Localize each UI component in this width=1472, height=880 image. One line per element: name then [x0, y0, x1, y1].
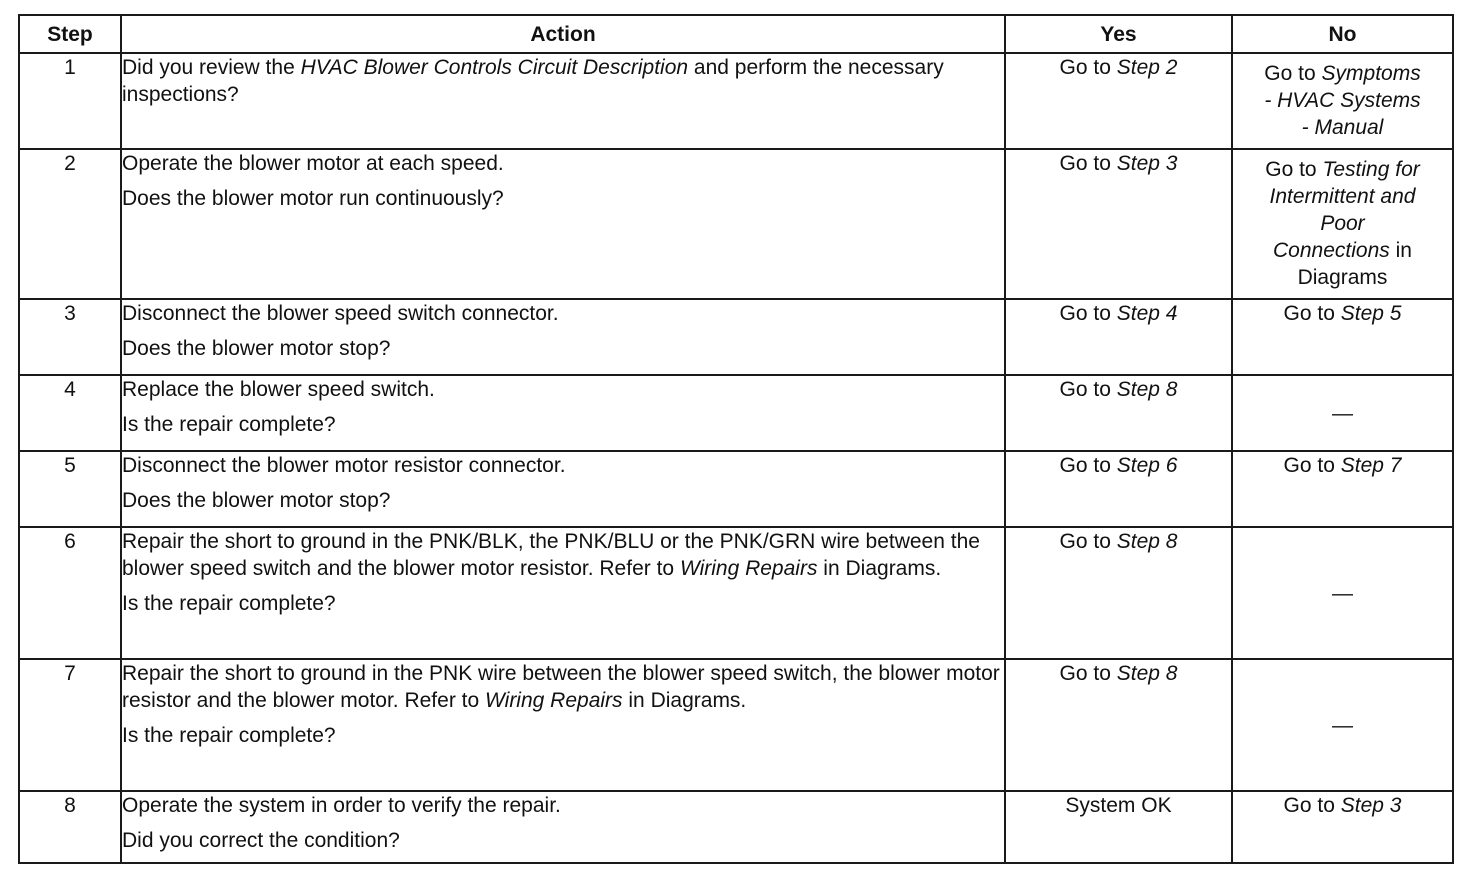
question-text: Does the blower motor stop?: [122, 337, 391, 360]
not-applicable-dash: —: [1332, 581, 1353, 605]
no-cell: Go to Testing for Intermittent and Poor Connections in Diagrams: [1232, 149, 1453, 299]
yes-cell: Go to Step 6: [1005, 451, 1232, 527]
no-cell: [1232, 527, 1453, 659]
step-link: Step 3: [1116, 152, 1178, 175]
question-text: Does the blower motor run continuously?: [122, 187, 504, 210]
step-number: 3: [19, 299, 121, 375]
action-cell: Repair the short to ground in the PNK wire between the blower speed switch, the blower motor resistor and the blower motor. Refer to Wiring Repairs in Diagrams. Is the repair complete?: [121, 659, 1005, 791]
no-cell: [1232, 659, 1453, 791]
step-number: 7: [19, 659, 121, 791]
doc-reference: Symptoms: [1321, 62, 1421, 85]
step-link: Step 5: [1340, 302, 1402, 325]
step-link: Step 2: [1116, 56, 1178, 79]
action-cell: Operate the system in order to verify the repair. Did you correct the condition?: [121, 791, 1005, 863]
table-row: [19, 149, 1453, 299]
header-step: Step: [19, 15, 121, 53]
step-number: 5: [19, 451, 121, 527]
action-cell: Replace the blower speed switch. Is the repair complete?: [121, 375, 1005, 451]
no-cell: [1232, 375, 1453, 451]
result-text: System OK: [1065, 794, 1172, 817]
step-link: Step 3: [1340, 794, 1402, 817]
header-action: Action: [121, 15, 1005, 53]
no-cell: Go to Step 5: [1232, 299, 1453, 375]
no-cell: Go to Step 7: [1232, 451, 1453, 527]
header-no: No: [1232, 15, 1453, 53]
diagnostic-table: [18, 14, 1454, 864]
step-link: Step 4: [1116, 302, 1178, 325]
step-link: Step 6: [1116, 454, 1178, 477]
action-cell: Disconnect the blower speed switch connector. Does the blower motor stop?: [121, 299, 1005, 375]
table-row: [19, 375, 1453, 451]
yes-cell: Go to Step 4: [1005, 299, 1232, 375]
no-cell: Go to Step 3: [1232, 791, 1453, 863]
table-row: [19, 299, 1453, 375]
question-text: Is the repair complete?: [122, 592, 336, 615]
yes-cell: [1005, 791, 1232, 863]
step-link: Step 8: [1116, 378, 1178, 401]
not-applicable-dash: —: [1332, 401, 1353, 425]
table-row: [19, 53, 1453, 149]
yes-cell: Go to Step 8: [1005, 375, 1232, 451]
yes-cell: Go to Step 3: [1005, 149, 1232, 299]
not-applicable-dash: —: [1332, 713, 1353, 737]
step-number: 2: [19, 149, 121, 299]
question-text: Did you correct the condition?: [122, 829, 400, 852]
doc-reference: Wiring Repairs: [485, 689, 623, 712]
no-cell: Go to Symptoms - HVAC Systems - Manual: [1232, 53, 1453, 149]
table-row: [19, 659, 1453, 791]
action-cell: Operate the blower motor at each speed. Does the blower motor run continuously?: [121, 149, 1005, 299]
step-number: 6: [19, 527, 121, 659]
yes-cell: Go to Step 2: [1005, 53, 1232, 149]
action-cell: Disconnect the blower motor resistor connector. Does the blower motor stop?: [121, 451, 1005, 527]
step-link: Step 8: [1116, 530, 1178, 553]
action-cell: Repair the short to ground in the PNK/BLK, the PNK/BLU or the PNK/GRN wire between the blower speed switch and the blower motor resistor. Refer to Wiring Repairs in Diagrams. Is the repair complete?: [121, 527, 1005, 659]
table-row: [19, 791, 1453, 863]
question-text: Does the blower motor stop?: [122, 489, 391, 512]
action-cell: Did you review the HVAC Blower Controls Circuit Description and perform the necessary inspections?: [121, 53, 1005, 149]
doc-reference: HVAC Blower Controls Circuit Description: [300, 56, 689, 79]
header-row: [19, 15, 1453, 53]
step-link: Step 8: [1116, 662, 1178, 685]
step-number: 8: [19, 791, 121, 863]
yes-cell: Go to Step 8: [1005, 659, 1232, 791]
step-number: 1: [19, 53, 121, 149]
step-link: Step 7: [1340, 454, 1402, 477]
doc-reference: Wiring Repairs: [679, 557, 818, 580]
header-yes: Yes: [1005, 15, 1232, 53]
question-text: Is the repair complete?: [122, 724, 336, 747]
step-number: 4: [19, 375, 121, 451]
table-row: [19, 527, 1453, 659]
yes-cell: Go to Step 8: [1005, 527, 1232, 659]
table-row: [19, 451, 1453, 527]
question-text: Is the repair complete?: [122, 413, 336, 436]
doc-reference: Testing for: [1322, 158, 1420, 181]
